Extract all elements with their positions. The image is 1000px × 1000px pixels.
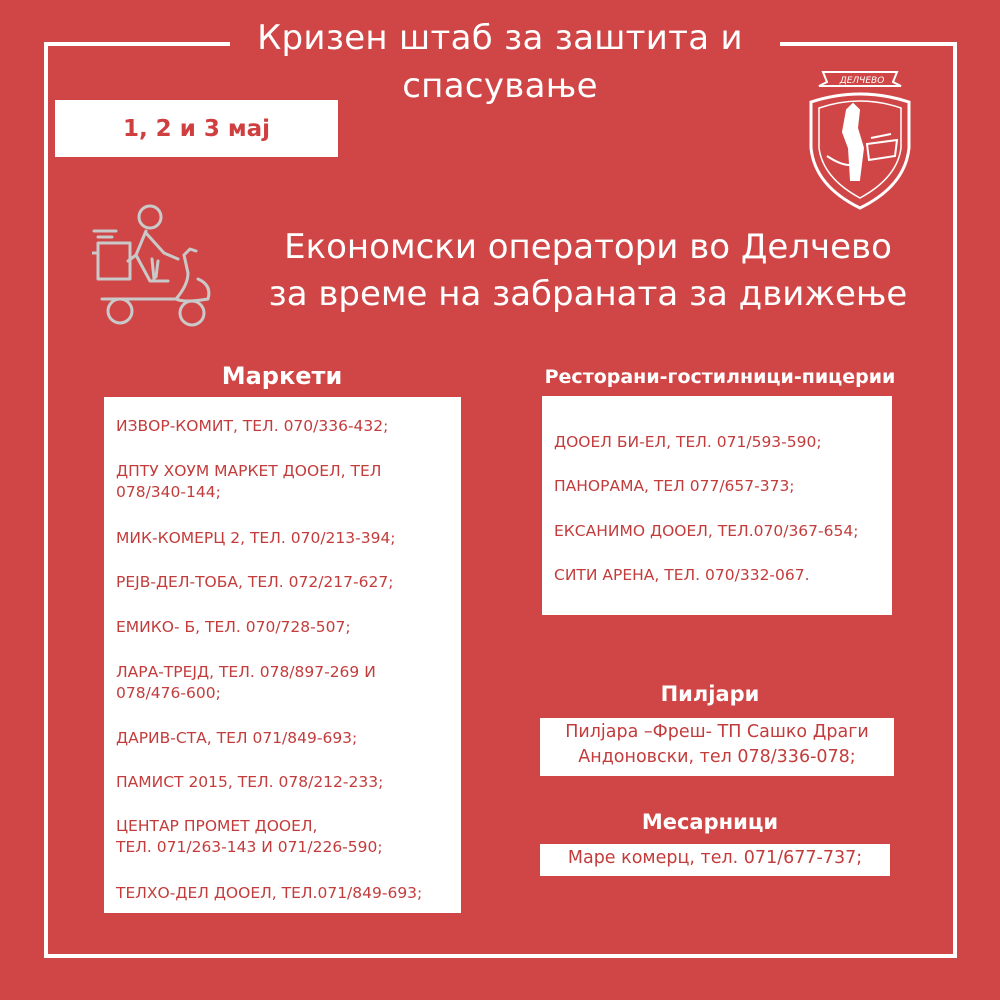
page-title-line1: Кризен штаб за заштита и <box>257 18 743 58</box>
greengrocers-line2: Андоновски, тел 078/336-078; <box>578 747 856 767</box>
delchevo-coat-of-arms-icon <box>805 68 915 217</box>
list-item-line1: ДПТУ ХОУМ МАРКЕТ ДООЕЛ, ТЕЛ <box>116 462 382 480</box>
list-item <box>116 461 381 503</box>
list-item-line2: ТЕЛ. 071/263-143 И 071/226-590; <box>116 838 383 856</box>
list-item-line2: 078/476-600; <box>116 684 221 702</box>
frame-right <box>953 42 957 958</box>
date-badge <box>55 100 338 157</box>
butchers-box <box>540 844 890 876</box>
logo-text: ДЕЛЧЕВО <box>839 76 885 86</box>
list-item: ЕМИКО- Б, ТЕЛ. 070/728-507; <box>116 618 351 636</box>
list-item: ТЕЛХО-ДЕЛ ДООЕЛ, ТЕЛ.071/849-693; <box>116 884 423 902</box>
butchers-title: Месарници <box>641 810 779 834</box>
subtitle <box>248 224 928 318</box>
date-label: 1, 2 и 3 мај <box>122 115 271 142</box>
list-item-line1: ЛАРА-ТРЕЈД, ТЕЛ. 078/897-269 И <box>116 663 376 681</box>
frame-left <box>44 42 48 958</box>
greengrocers-title: Пилјари <box>660 682 760 706</box>
markets-title: Маркети <box>221 362 343 390</box>
list-item: ДАРИВ-СТА, ТЕЛ 071/849-693; <box>116 729 358 747</box>
list-item: ПАНОРАМА, ТЕЛ 077/657-373; <box>554 477 795 495</box>
list-item <box>116 662 376 704</box>
restaurants-title: Ресторани-гостилници-пицерии <box>544 366 896 388</box>
frame-top-right <box>780 42 957 46</box>
list-item: СИТИ АРЕНА, ТЕЛ. 070/332-067. <box>554 566 810 584</box>
greengrocers-line1: Пилјара –Фреш- ТП Сашко Драги <box>565 722 869 742</box>
list-item: ДООЕЛ БИ-ЕЛ, ТЕЛ. 071/593-590; <box>554 433 822 451</box>
page-title-line2: спасување <box>402 66 598 106</box>
list-item-line1: ЦЕНТАР ПРОМЕТ ДООЕЛ, <box>116 817 318 835</box>
list-item: ПАМИСТ 2015, ТЕЛ. 078/212-233; <box>116 773 384 791</box>
list-item: ИЗВОР-КОМИТ, ТЕЛ. 070/336-432; <box>116 417 389 435</box>
list-item: РЕЈВ-ДЕЛ-ТОБА, ТЕЛ. 072/217-627; <box>116 573 394 591</box>
frame-bottom <box>44 954 957 958</box>
page-title <box>230 14 770 110</box>
subtitle-line1: Економски оператори во Делчево <box>284 227 892 267</box>
list-item: МИК-КОМЕРЦ 2, ТЕЛ. 070/213-394; <box>116 529 396 547</box>
markets-list <box>104 397 461 913</box>
greengrocers-box <box>540 718 894 776</box>
list-item: ЕКСАНИМО ДООЕЛ, ТЕЛ.070/367-654; <box>554 522 859 540</box>
delivery-scooter-icon <box>92 203 222 337</box>
list-item-line2: 078/340-144; <box>116 483 221 501</box>
restaurants-list <box>542 396 892 615</box>
frame-top-left <box>44 42 230 46</box>
subtitle-line2: за време на забраната за движење <box>268 274 908 314</box>
butchers-line1: Маре комерц, тел. 071/677-737; <box>567 848 863 868</box>
list-item <box>116 816 383 858</box>
